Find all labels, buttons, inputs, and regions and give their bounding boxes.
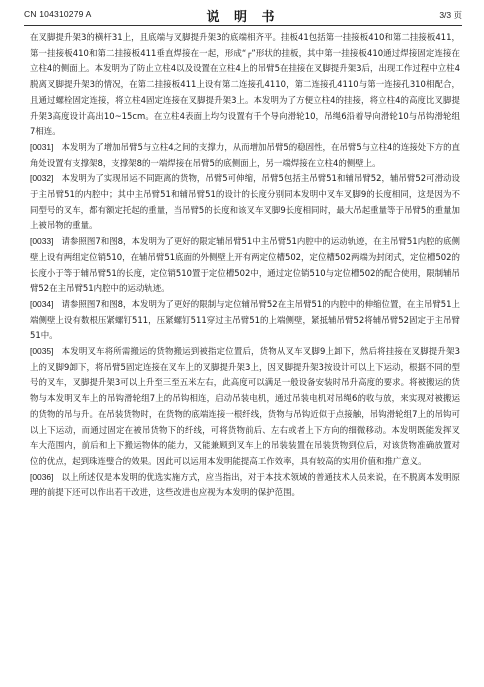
paragraph-0035 xyxy=(30,344,460,470)
paragraph-number: [0033] xyxy=(30,236,54,247)
header-divider xyxy=(24,25,462,26)
paragraph-number: [0034] xyxy=(30,298,54,309)
paragraph-continuation xyxy=(30,30,460,140)
paragraph-text: 请参照图7和图8，本发明为了更好的限定辅吊臂51中主吊臂51内腔中的运动轨迹，在主吊臂51内腔的底侧壁上设有两组定位销510，在辅吊臂51底面的外侧壁上开有两定位槽502，定位槽502两端为封闭式，定位槽502的长度小于等于辅吊臂51的长度，定位销510置于定位槽502中，通过定位销510与定位槽502的配合使用，限制辅吊臂52在主吊臂51内腔中的运动轨迹。 xyxy=(30,236,460,294)
paragraph-number: [0035] xyxy=(30,346,54,357)
paragraph-number: [0031] xyxy=(30,141,54,152)
paragraph-0034 xyxy=(30,297,460,344)
page-header xyxy=(24,6,462,24)
paragraph-0032 xyxy=(30,171,460,234)
document-title: 说 明 书 xyxy=(206,10,280,25)
paragraph-0036 xyxy=(30,470,460,501)
paragraph-text: 本发明叉车将所需搬运的货物搬运到被指定位置后，货物从叉车叉脚9上卸下，然后将挂接在叉脚提升架3上的叉脚9卸下，将吊臂5固定连接在叉车上的叉脚提升架3上，因叉脚提升架3按设计可以上下运动，根据不同的型号的叉车，叉脚提升架3可以上升至三至五米左右，此高度可以满足一般设备安装时吊升高度的要求。将被搬运的货物与本发明叉车上的吊钩滑轮组7上的吊钩相连，启动吊装电机，通过吊装电机对吊绳6的收与放，来实现对被搬运的货物的吊与升。在吊装货物时，在货物的底端连接一根纤线，货物与吊钩近似于点接触，吊钩滑轮组7上的吊钩可以上下运动，而通过固定在被吊货物下的纤线，可将货物前后、左右或者上下方向的细微移动。本发明既能发挥叉车大范围内，前后和上下搬运物体的能力，又能兼顾到叉车上的吊装装置在吊装货物到位后，对该货物准确放置对位的优点，起到珠连璧合的效果。因此可以运用本发明能提高工作效率，具有较高的实用价值和推广意义。 xyxy=(30,346,460,466)
paragraph-number: [0032] xyxy=(30,173,54,184)
page-number: 3/3 页 xyxy=(439,10,462,20)
paragraph-text: 在叉脚提升架3的横杆31上，且底端与叉脚提升架3的底端相齐平。挂板41包括第一挂接板410和第二挂接板411，第一挂接板410和第二挂接板411垂直焊接在一起，形成“┌”形状的挂板，其中第一挂接板410通过焊接固定连接在立柱4的侧面上。本发明为了防止立柱4以及设置在立柱4上的吊臂5在挂接在叉脚提升架3后，出现工作过程中立柱4脱离叉脚提升架3的情况，在第二挂接板411上设有第二连接孔4110，第二连接孔4110与第一连接孔310相配合，且通过螺栓固定连接，将立柱4固定连接在叉脚提升架3上。本发明为了方便立柱4的挂接，将立柱4的高度比叉脚提升架3高度设计高出10~15cm。在立柱4表面上均匀设置有千个导向滑轮10，吊绳6沿着导向滑轮10与吊钩滑轮组7相连。 xyxy=(30,32,460,137)
paragraph-number: [0036] xyxy=(30,471,54,482)
paragraph-text: 本发明为了增加吊臂5与立柱4之间的支撑力，从而增加吊臂5的稳固性，在吊臂5与立柱4的连接处下方的直角处设置有支撑架8，支撑架8的一端焊接在吊臂5的底侧面上，另一端焊接在立柱4的侧壁上。 xyxy=(30,141,460,168)
paragraph-text: 以上所述仅是本发明的优选实施方式，应当指出，对于本技术领域的普通技术人员来说，在不脱离本发明原理的前提下还可以作出若干改进，这些改进也应视为本发明的保护范围。 xyxy=(30,471,460,498)
paragraph-text: 请参照图7和图8，本发明为了更好的限制与定位辅吊臂52在主吊臂51的内腔中的伸缩位置，在主吊臂51上端侧壁上设有数根压紧螺钉511，压紧螺钉511穿过主吊臂51的上端侧壁，紧抵辅吊臂52将辅吊臂52固定于主吊臂51中。 xyxy=(30,298,460,341)
publication-number: CN 104310279 A xyxy=(24,9,92,19)
document-body xyxy=(30,30,460,501)
paragraph-0031 xyxy=(30,140,460,171)
paragraph-text: 本发明为了实现吊运不同距离的货物，吊臂5可伸缩，吊臂5包括主吊臂51和辅吊臂52，辅吊臂52可滑动设于主吊臂51的内腔中；其中主吊臂51和辅吊臂51的设计的长度分别同本发明中叉车叉脚9的长度相同，这是因为不同型号的叉车，都有额定托起的重量，当吊臂5的长度和该叉车叉脚9长度相同时，最大吊起重量等于吊臂5的重量加上被吊物的重量。 xyxy=(30,173,460,231)
paragraph-0033 xyxy=(30,234,460,297)
